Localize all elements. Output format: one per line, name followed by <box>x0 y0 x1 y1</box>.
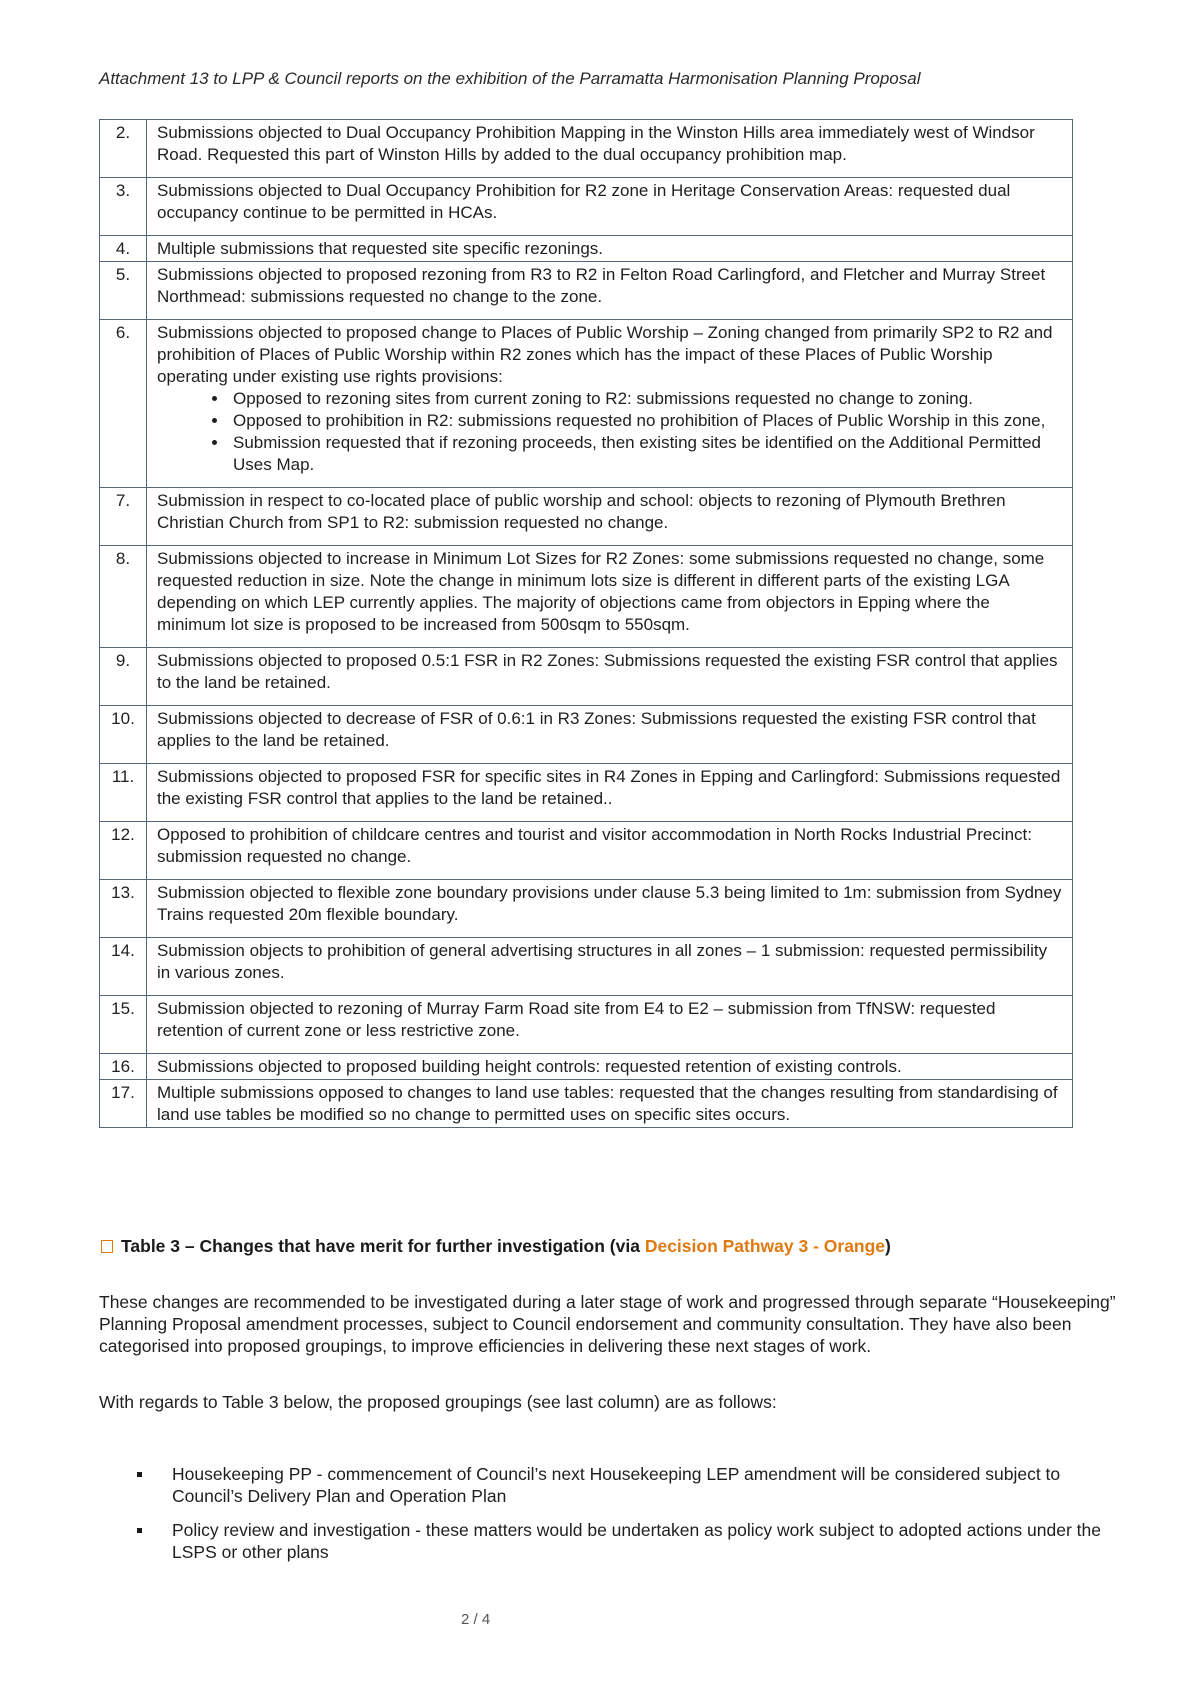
row-number: 3. <box>100 178 147 236</box>
row-text: Submissions objected to proposed FSR for specific sites in R4 Zones in Epping and Carlingford: Submissions requested the existing FSR control that applies to the land be retained.. <box>147 764 1073 822</box>
row-number: 11. <box>100 764 147 822</box>
list-item <box>99 1519 1109 1563</box>
row-text: Multiple submissions opposed to changes to land use tables: requested that the changes resulting from standardising of land use tables be modified so no change to permitted uses on specific sites occurs. <box>147 1080 1073 1128</box>
row-number: 13. <box>100 880 147 938</box>
square-bullet-icon <box>137 1472 142 1477</box>
table-row <box>100 822 1073 880</box>
table-row <box>100 120 1073 178</box>
row-text: Submission in respect to co-located place of public worship and school: objects to rezoning of Plymouth Brethren Christian Church from SP1 to R2: submission requested no change. <box>147 488 1073 546</box>
list-item: • Opposed to rezoning sites from current zoning to R2: submissions requested no change to zoning. <box>229 388 1062 410</box>
row-text: Opposed to prohibition of childcare centres and tourist and visitor accommodation in North Rocks Industrial Precinct: submission requested no change. <box>147 822 1073 880</box>
list-item <box>99 1463 1109 1507</box>
row-number: 16. <box>100 1054 147 1080</box>
row-number: 7. <box>100 488 147 546</box>
table-row <box>100 938 1073 996</box>
table3-heading-text: Table 3 – Changes that have merit for further investigation (via <box>121 1236 645 1256</box>
list-item: • Submission requested that if rezoning proceeds, then existing sites be identified on the Additional Permitted Uses Map. <box>229 432 1062 476</box>
row-number: 2. <box>100 120 147 178</box>
row-text: Multiple submissions that requested site specific rezonings. <box>147 236 1073 262</box>
table-row <box>100 1054 1073 1080</box>
checkbox-icon <box>101 1240 113 1253</box>
groupings-intro: With regards to Table 3 below, the proposed groupings (see last column) are as follows: <box>99 1392 777 1412</box>
table-row <box>100 648 1073 706</box>
table-row <box>100 178 1073 236</box>
groupings-list <box>99 1463 1109 1575</box>
table-row <box>100 262 1073 320</box>
row-number: 4. <box>100 236 147 262</box>
row-text: Submissions objected to proposed building height controls: requested retention of existing controls. <box>147 1054 1073 1080</box>
submissions-table <box>99 119 1073 1128</box>
row-number: 10. <box>100 706 147 764</box>
row-text <box>147 320 1073 488</box>
table-row <box>100 546 1073 648</box>
row-text: Submission objected to rezoning of Murray Farm Road site from E4 to E2 – submission from TfNSW: requested retention of current zone or less restrictive zone. <box>147 996 1073 1054</box>
row-number: 8. <box>100 546 147 648</box>
table-row <box>100 880 1073 938</box>
row-text: Submissions objected to decrease of FSR of 0.6:1 in R3 Zones: Submissions requested the existing FSR control that applies to the land be retained. <box>147 706 1073 764</box>
row-number: 17. <box>100 1080 147 1128</box>
row-number: 14. <box>100 938 147 996</box>
table-row <box>100 236 1073 262</box>
row-number: 15. <box>100 996 147 1054</box>
document-header: Attachment 13 to LPP & Council reports on the exhibition of the Parramatta Harmonisation Planning Proposal <box>99 69 921 88</box>
table-row <box>100 996 1073 1054</box>
row-intro-text: Submissions objected to proposed change to Places of Public Worship – Zoning changed from primarily SP2 to R2 and prohibition of Places of Public Worship within R2 zones which has the impact of these Places of Public Worship operating under existing use rights provisions: <box>157 323 1053 386</box>
list-item: • Opposed to prohibition in R2: submissions requested no prohibition of Places of Public Worship in this zone, <box>229 410 1062 432</box>
page-number: 2 / 4 <box>461 1611 491 1628</box>
table-row <box>100 706 1073 764</box>
table3-heading-suffix: ) <box>885 1236 891 1256</box>
row-number: 5. <box>100 262 147 320</box>
table3-heading <box>101 1236 891 1257</box>
table-row <box>100 320 1073 488</box>
row-number: 9. <box>100 648 147 706</box>
grouping-text: Housekeeping PP - commencement of Council’s next Housekeeping LEP amendment will be considered subject to Council’s Delivery Plan and Operation Plan <box>172 1464 1061 1506</box>
square-bullet-icon <box>137 1528 142 1533</box>
table-row <box>100 1080 1073 1128</box>
row-text: Submission objects to prohibition of general advertising structures in all zones – 1 submission: requested permissibility in various zones. <box>147 938 1073 996</box>
row-bullet-list <box>157 388 1062 476</box>
row-text: Submissions objected to Dual Occupancy Prohibition Mapping in the Winston Hills area immediately west of Windsor Road. Requested this part of Winston Hills by added to the dual occupancy prohibition map. <box>147 120 1073 178</box>
intro-paragraph: These changes are recommended to be investigated during a later stage of work and progressed through separate “Housekeeping” Planning Proposal amendment processes, subject to Council endorsement and community consultation. They have also been categorised into proposed groupings, to improve efficiencies in delivering these next stages of work. <box>99 1292 1116 1356</box>
row-text: Submissions objected to proposed 0.5:1 FSR in R2 Zones: Submissions requested the existing FSR control that applies to the land be retained. <box>147 648 1073 706</box>
row-text: Submission objected to flexible zone boundary provisions under clause 5.3 being limited to 1m: submission from Sydney Trains requested 20m flexible boundary. <box>147 880 1073 938</box>
grouping-text: Policy review and investigation - these matters would be undertaken as policy work subject to adopted actions under the LSPS or other plans <box>172 1520 1101 1562</box>
table-row <box>100 488 1073 546</box>
row-number: 12. <box>100 822 147 880</box>
decision-pathway-label: Decision Pathway 3 - Orange <box>644 1236 886 1256</box>
table-row <box>100 764 1073 822</box>
row-text: Submissions objected to Dual Occupancy Prohibition for R2 zone in Heritage Conservation Areas: requested dual occupancy continue to be permitted in HCAs. <box>147 178 1073 236</box>
row-text: Submissions objected to increase in Minimum Lot Sizes for R2 Zones: some submissions requested no change, some requested reduction in size. Note the change in minimum lots size is different in different parts of the existing LGA depending on which LEP currently applies. The majority of objections came from objectors in Epping where the minimum lot size is proposed to be increased from 500sqm to 550sqm. <box>147 546 1073 648</box>
row-text: Submissions objected to proposed rezoning from R3 to R2 in Felton Road Carlingford, and Fletcher and Murray Street Northmead: submissions requested no change to the zone. <box>147 262 1073 320</box>
row-number: 6. <box>100 320 147 488</box>
